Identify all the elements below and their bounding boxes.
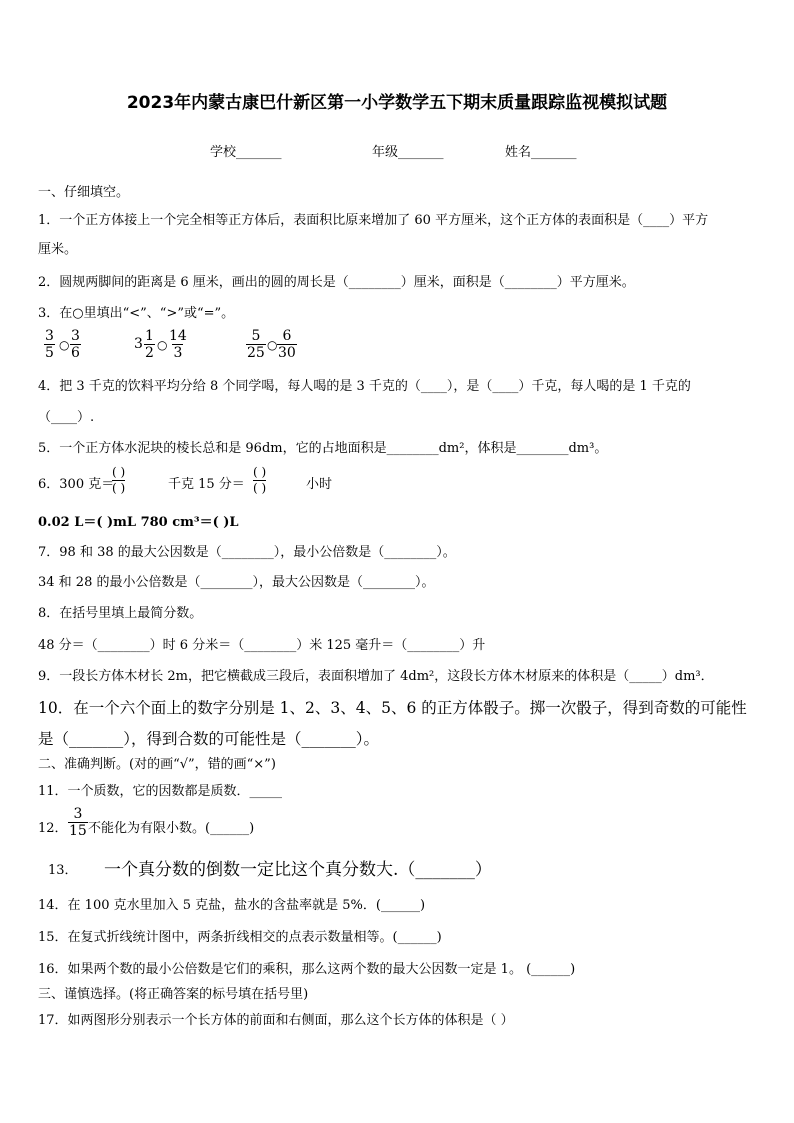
question-16: 16．如果两个数的最小公倍数是它们的乘积，那么这两个数的最大公因数一定是 1。 (______) (38, 962, 576, 977)
section-heading-1: 一、仔细填空。 (38, 185, 130, 200)
question-9: 9．一段长方体木材长 2m，把它横截成三段后，表面积增加了 4dm²，这段长方体木材原来的体积是（_____）dm³． (38, 669, 714, 684)
compare-circle: ○ (267, 338, 278, 352)
section-heading-3: 三、谨慎选择。(将正确答案的标号填在括号里) (38, 987, 309, 1002)
question-4: 4．把 3 千克的饮料平均分给 8 个同学喝，每人喝的是 3 千克的（____），是（____）千克，每人喝的是 1 千克的 (38, 379, 691, 394)
school-field: 学校_______ (210, 145, 282, 160)
blank-fraction: ( ) ( ) (253, 465, 267, 495)
compare-circle: ○ (59, 338, 70, 352)
mixed-number-whole: 3 (134, 336, 143, 352)
question-14: 14．在 100 克水里加入 5 克盐，盐水的含盐率就是 5%．(______) (38, 898, 426, 913)
question-6-prefix: 6．300 克＝ (38, 477, 115, 492)
fraction: $\frac{5}{25}$ (247, 328, 265, 361)
question-7: 7．98 和 38 的最大公因数是（________），最小公倍数是（________）。 (38, 545, 456, 560)
question-2: 2．圆规两脚间的距离是 6 厘米，画出的圆的周长是（________）厘米，面积是（________）平方厘米。 (38, 275, 635, 290)
question-12-label: 12． (38, 821, 68, 836)
question-10-cont: 是（_______），得到合数的可能性是（_______）。 (38, 730, 380, 748)
question-8-cont: 48 分＝（________）时 6 分米＝（________）米 125 毫升＝（________）升 (38, 638, 486, 653)
question-3: 3．在○里填出“<”、“>”或“=”。 (38, 306, 235, 321)
question-4-cont: （____）. (38, 410, 95, 425)
fraction: $\frac{6}{30}$ (278, 328, 296, 361)
question-6-suffix: 小时 (306, 477, 333, 492)
question-13-label: 13． (48, 863, 78, 878)
fraction: $\frac{3}{6}$ (71, 328, 80, 361)
question-1-cont: 厘米。 (38, 242, 78, 257)
section-heading-2: 二、准确判断。(对的画“√”，错的画“×”) (38, 757, 276, 772)
fraction: $\frac{14}{3}$ (169, 328, 187, 361)
question-6-mid: 千克 15 分＝ (168, 477, 245, 492)
question-7-cont: 34 和 28 的最小公倍数是（________），最大公因数是（________）。 (38, 575, 435, 590)
grade-field: 年级_______ (372, 145, 444, 160)
blank-fraction: ( ) ( ) (112, 465, 126, 495)
question-10: 10．在一个六个面上的数字分别是 1、2、3、4、5、6 的正方体骰子。掷一次骰子，得到奇数的可能性 (38, 699, 747, 717)
name-field: 姓名_______ (505, 145, 577, 160)
fraction: $\frac{1}{2}$ (145, 328, 154, 361)
question-15: 15．在复式折线统计图中，两条折线相交的点表示数量相等。(______) (38, 930, 442, 945)
question-5: 5．一个正方体水泥块的棱长总和是 96dm，它的占地面积是________dm²，体积是________dm³。 (38, 441, 608, 456)
page-title: 2023年内蒙古康巴什新区第一小学数学五下期末质量跟踪监视模拟试题 (126, 93, 668, 113)
question-11: 11．一个质数，它的因数都是质数．_____ (38, 784, 283, 799)
question-6-cont: 0.02 L＝( )mL 780 cm³＝( )L (38, 515, 239, 530)
fraction: $\frac{3}{15}$ (69, 806, 87, 839)
compare-circle: ○ (157, 338, 168, 352)
question-13-text: 一个真分数的倒数一定比这个真分数大.（_______） (104, 860, 492, 880)
question-17: 17．如两图形分别表示一个长方体的前面和右侧面，那么这个长方体的体积是（ ） (38, 1013, 514, 1028)
fraction: $\frac{3}{5}$ (45, 328, 54, 361)
question-1: 1．一个正方体接上一个完全相等正方体后，表面积比原来增加了 60 平方厘米，这个正方体的表面积是（____）平方 (38, 213, 709, 228)
question-12-text: 不能化为有限小数。(______) (88, 821, 255, 836)
question-8: 8．在括号里填上最简分数。 (38, 606, 203, 621)
